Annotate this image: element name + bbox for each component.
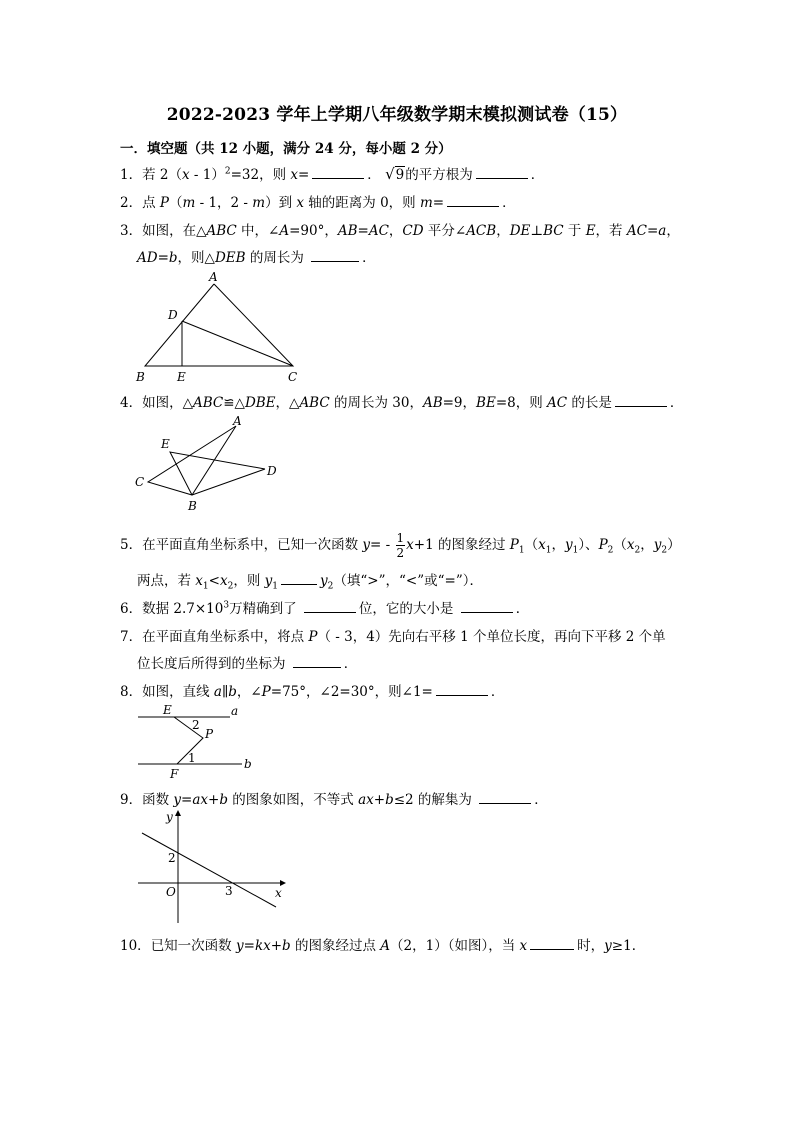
graph-line	[142, 833, 276, 907]
label-d: D	[168, 308, 178, 322]
label-b: B	[136, 370, 145, 384]
answer-blank[interactable]	[311, 248, 359, 262]
label-y-axis: y	[166, 810, 173, 824]
segment-cd	[182, 321, 293, 366]
fraction-one-half: $\frac{1}{2}$	[396, 531, 405, 560]
label-a: A	[233, 414, 242, 428]
label-e: E	[177, 370, 186, 384]
label-line-a: a	[231, 704, 239, 718]
label-angle-1: 1	[188, 751, 196, 765]
label-e: E	[163, 703, 172, 717]
question-3-line-2: AD=b，则△DEB 的周长为 ．	[137, 250, 376, 266]
label-angle-2: 2	[192, 718, 200, 732]
answer-blank[interactable]	[479, 790, 531, 804]
question-7: 7．在平面直角坐标系中，将点 P（ - 3，4）先向右平移 1 个单位长度，再向下平移 2 个单	[120, 629, 666, 645]
label-p: P	[205, 727, 214, 741]
answer-blank[interactable]	[304, 599, 356, 613]
question-8: 8．如图，直线 a∥b，∠P=75°，∠2=30°，则∠1= ．	[120, 684, 505, 700]
label-e: E	[161, 437, 170, 451]
answer-blank[interactable]	[436, 682, 488, 696]
triangle-abc	[145, 284, 293, 366]
figure-3-triangle	[130, 268, 320, 388]
question-3: 3．如图，在△ABC 中，∠A=90°，AB=AC，CD 平分∠ACB，DE⊥BC 于 E，若 AC=a，	[120, 223, 680, 239]
question-2: 2．点 P（m - 1，2 - m）到 x 轴的距离为 0，则 m= ．	[120, 195, 516, 211]
answer-blank[interactable]	[530, 936, 574, 950]
label-c: C	[135, 475, 145, 489]
label-b: B	[188, 499, 197, 513]
question-6: 6．数据 $2.7\times 10^3$万精确到了 位，它的大小是 ．	[120, 600, 530, 617]
answer-blank[interactable]	[461, 599, 513, 613]
question-5: 5．在平面直角坐标系中，已知一次函数 y= - $\frac{1}{2}$ x+1 的图象经过 $P_1(x_1$，$y_1$）、$P_2(x_2$，$y_2$）	[120, 531, 681, 560]
label-f: F	[170, 767, 179, 781]
question-10: 10．已知一次函数 y=kx+b 的图象经过点 A（2，1）（如图），当 x 时，y≥1．	[120, 938, 646, 954]
label-x-intercept-3: 3	[225, 884, 233, 898]
label-c: C	[288, 370, 298, 384]
answer-blank[interactable]	[615, 393, 667, 407]
answer-blank[interactable]	[447, 193, 499, 207]
answer-blank[interactable]	[476, 165, 528, 179]
answer-blank[interactable]	[281, 571, 317, 585]
label-x-axis: x	[275, 886, 282, 900]
section-heading: 一．填空题（共 12 小题，满分 24 分，每小题 2 分）	[120, 141, 452, 157]
figure-8-parallel-lines	[130, 700, 270, 782]
figure-4-congruent-triangles	[130, 412, 290, 517]
label-a: A	[209, 270, 218, 284]
sqrt-symbol: √9	[385, 165, 405, 183]
question-1: 1．若 2（x - 1）$^2$=32，则 x= ． √9的平方根为 ．	[120, 165, 545, 183]
question-5-line-2: 两点，若 $x_1<x_2$，则 $y_1$ $y_2$（填“>”，“<”或“=”）．	[137, 573, 483, 592]
question-4: 4．如图，△ABC≌△DBE，△ABC 的周长为 30，AB=9，BE=8，则 AC 的长是 ．	[120, 395, 684, 411]
question-7-line-2: 位长度后所得到的坐标为 ．	[137, 656, 358, 672]
question-9: 9．函数 y=ax+b 的图象如图，不等式 ax+b≤2 的解集为 ．	[120, 792, 548, 808]
label-y-intercept-2: 2	[168, 851, 176, 865]
paper-title: 2022-2023 学年上学期八年级数学期末模拟测试卷（15）	[166, 105, 628, 125]
label-origin: O	[166, 885, 176, 899]
answer-blank[interactable]	[293, 654, 341, 668]
figure-9-linear-function-graph	[130, 806, 290, 926]
y-axis-arrow	[175, 810, 181, 816]
label-d: D	[267, 464, 277, 478]
answer-blank[interactable]	[312, 165, 364, 179]
label-line-b: b	[244, 757, 252, 771]
